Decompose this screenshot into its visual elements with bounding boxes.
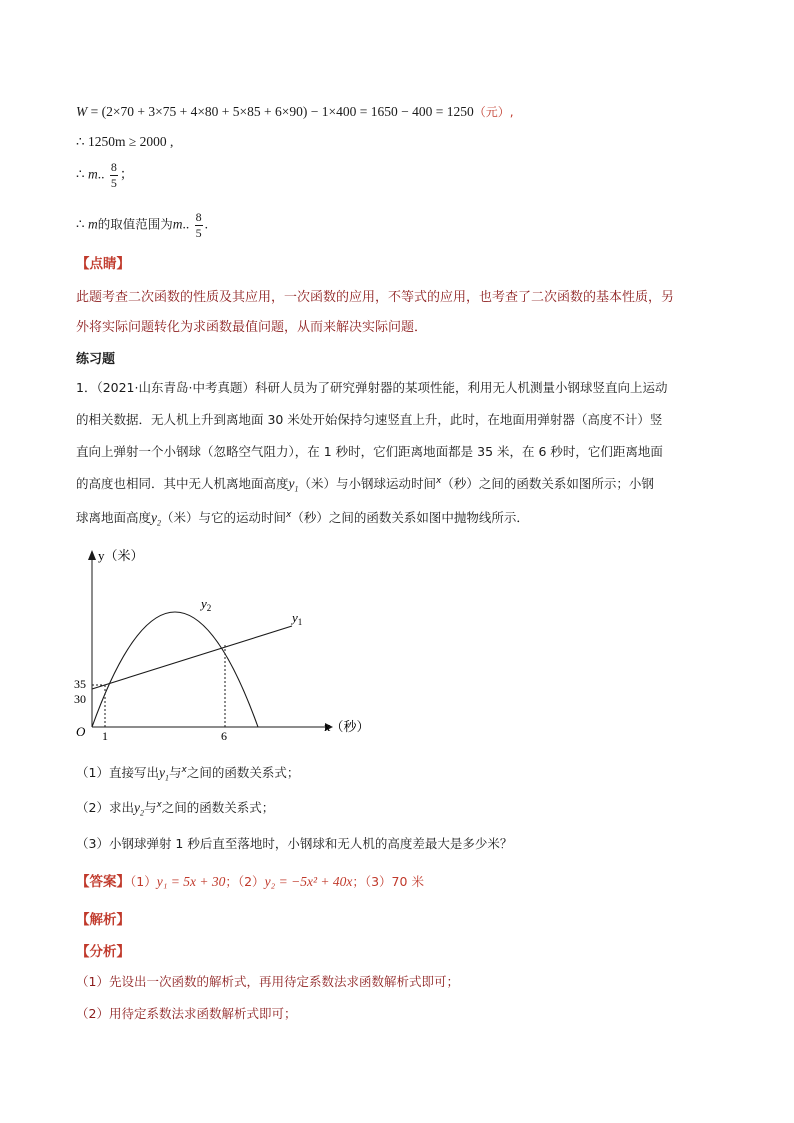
- fraction-numerator: 8: [195, 210, 202, 224]
- problem-line-4a: 的高度也相同．其中无人机离地面高度: [76, 476, 289, 491]
- x-axis-label: x（秒）: [324, 719, 370, 734]
- jiexi-heading: 【解析】: [76, 912, 130, 928]
- dianjing-heading: 【点睛】: [76, 256, 130, 272]
- relation-symbol: ..: [182, 216, 190, 232]
- problem-line-5: [76, 508, 529, 528]
- inequality-expression: 1250m ≥ 2000 ,: [87, 134, 174, 149]
- y2-symbol: $y_2$: [151, 510, 162, 528]
- problem-line-4c: （秒）之间的函数关系如图所示；小钢: [441, 476, 654, 491]
- analysis-1: （1）先设出一次函数的解析式，再用待定系数法求函数解析式即可；: [76, 974, 459, 989]
- therefore-symbol: ∴: [76, 134, 85, 149]
- line-y1: [92, 626, 292, 689]
- answer-eq-1: y₁ = 5x + 30: [156, 874, 226, 889]
- answer-line: 【答案】（1）y₁ = 5x + 30；（2）y₂ = −5x² + 40x；（3）70 米: [76, 874, 424, 890]
- answer-eq-2: y₂ = −5x² + 40x: [264, 874, 353, 889]
- problem-line-4b: （米）与小钢球运动时间: [298, 476, 437, 491]
- y-tick-30: 30: [74, 692, 86, 706]
- dianjing-line-2: 外将实际问题转化为求函数最值问题，从而来解决实际问题．: [76, 320, 428, 335]
- fenxi-heading: 【分析】: [76, 944, 130, 960]
- question-1: （1）直接写出$y_1$与$^x$之间的函数关系式；: [76, 764, 300, 783]
- x-tick-6: 6: [221, 729, 227, 743]
- problem-line-5b: （米）与它的运动时间: [161, 510, 287, 525]
- origin-label: O: [76, 724, 86, 739]
- therefore-symbol: ∴: [76, 166, 85, 182]
- w-variable: W: [76, 104, 88, 119]
- y-tick-35: 35: [74, 677, 86, 691]
- fraction-8-5: [195, 210, 203, 241]
- x-symbol: x: [436, 475, 442, 486]
- problem-line-3: 直向上弹射一个小钢球（忽略空气阻力），在 1 秒时，它们距离地面都是 35 米，在 6 秒时，它们距离地面: [76, 444, 663, 459]
- question-3: （3）小钢球弹射 1 秒后直至落地时，小钢球和无人机的高度差最大是多少米？: [76, 836, 513, 851]
- fraction-numerator: 8: [110, 160, 117, 174]
- y1-symbol: $y_1$: [158, 765, 169, 783]
- y2-symbol: $y_2$: [133, 800, 144, 818]
- dianjing-line-1: 此题考查二次函数的性质及其应用，一次函数的应用，不等式的应用，也考查了二次函数的基本性质，另: [76, 290, 675, 305]
- answer-heading: 【答案】: [76, 874, 130, 890]
- m-variable: m: [87, 216, 98, 232]
- calc-unit: （元）,: [473, 105, 514, 119]
- x-symbol: x: [286, 509, 292, 520]
- m-variable-2: m: [172, 216, 183, 232]
- analysis-2: （2）用待定系数法求函数解析式即可；: [76, 1006, 297, 1021]
- parabola-y2: [92, 612, 258, 727]
- calc-expression: = (2×70 + 3×75 + 4×80 + 5×85 + 6×90) − 1×400 = 1650 − 400 = 1250: [87, 104, 474, 119]
- x-symbol: x: [156, 799, 162, 810]
- relation-symbol: ..: [97, 166, 105, 182]
- practice-title: 练习题: [76, 352, 116, 367]
- problem-line-2: 的相关数据．无人机上升到离地面 30 米处开始保持匀速竖直上升，此时，在地面用弹射器（高度不计）竖: [76, 412, 663, 427]
- line-end: .: [204, 216, 208, 232]
- label-y1: $y_1$: [292, 610, 303, 627]
- y-axis-label: y（米）: [98, 548, 144, 563]
- therefore-symbol: ∴: [76, 216, 85, 232]
- line-end: ；: [119, 166, 134, 182]
- y1-symbol: $y_1$: [288, 476, 299, 494]
- fraction-denominator: 5: [195, 226, 202, 240]
- x-tick-1: 1: [102, 729, 108, 743]
- problem-line-1: 1．（2021·山东青岛·中考真题）科研人员为了研究弹射器的某项性能，利用无人机测量小钢球竖直向上运动: [76, 380, 668, 395]
- problem-line-5c: （秒）之间的函数关系如图中抛物线所示．: [291, 510, 529, 525]
- problem-line-5a: 球离地面高度: [76, 510, 152, 525]
- label-y2: $y_2$: [201, 596, 212, 613]
- m-solution-line: [76, 160, 133, 191]
- x-symbol: x: [181, 764, 187, 775]
- question-2: （2）求出$y_2$与$^x$之间的函数关系式；: [76, 799, 275, 818]
- range-line: [76, 210, 208, 241]
- inequality-line: [76, 134, 173, 150]
- function-graph: [70, 540, 370, 745]
- range-text: 的取值范围为: [97, 216, 173, 232]
- y-axis-arrow: [88, 550, 96, 560]
- fraction-8-5: [110, 160, 118, 191]
- m-variable: m: [87, 166, 98, 182]
- calc-line: [76, 103, 514, 120]
- problem-line-4: [76, 474, 654, 494]
- fraction-denominator: 5: [110, 176, 117, 190]
